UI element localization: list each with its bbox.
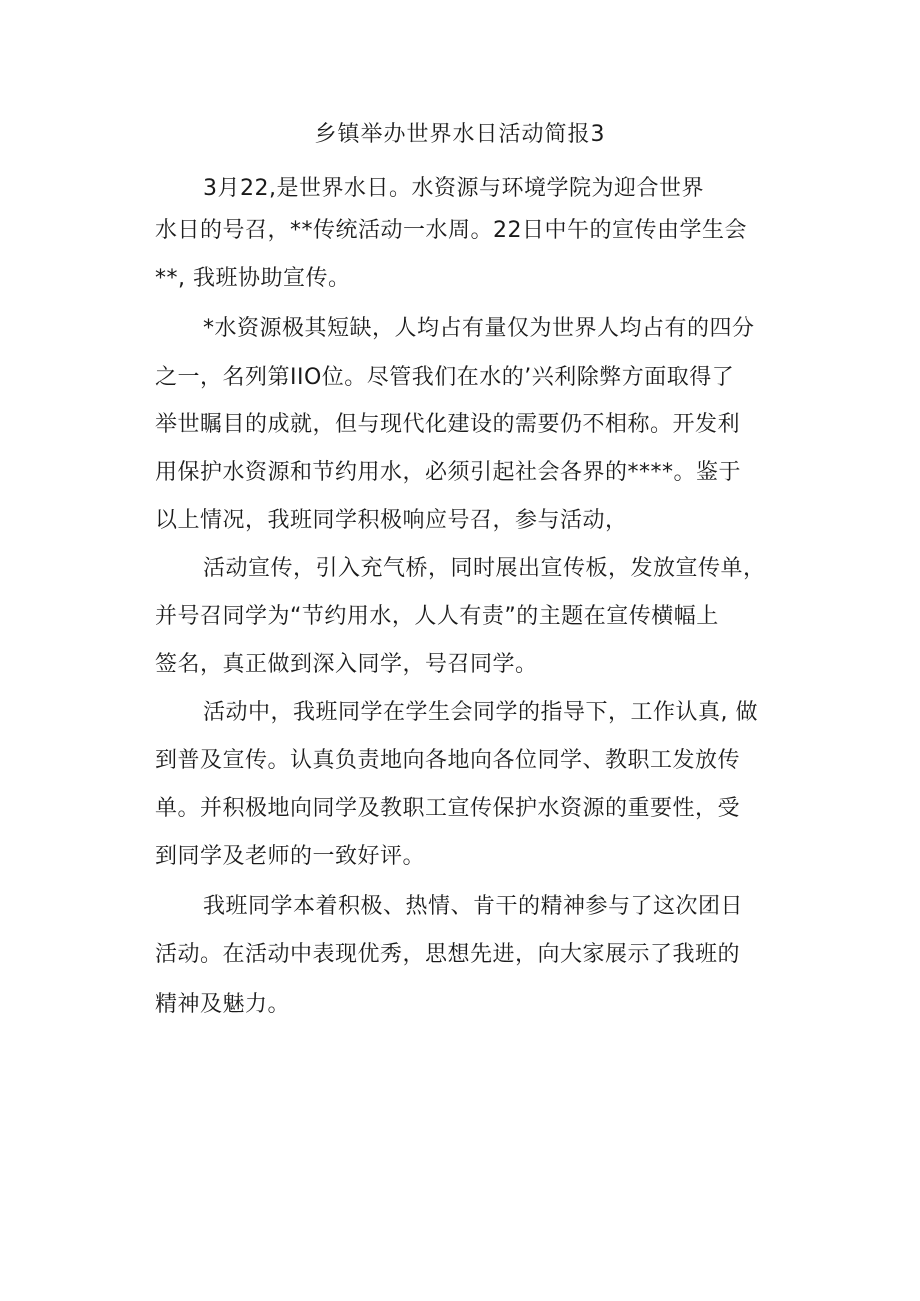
paragraph-1-line-1: 3月22,是世界水日。水资源与环境学院为迎合世界 (203, 176, 704, 201)
paragraph-2-line-3: 举世瞩目的成就，但与现代化建设的需要仍不相称。开发利 (155, 412, 741, 437)
paragraph-4-line-1: 活动中，我班同学在学生会同学的指导下，工作认真, 做 (203, 700, 758, 725)
paragraph-5-line-1: 我班同学本着积极、热情、肯干的精神参与了这次团日 (203, 894, 744, 919)
paragraph-5-line-3: 精神及魅力。 (155, 992, 291, 1017)
paragraph-3-line-3: 签名，真正做到深入同学，号召同学。 (155, 652, 538, 677)
paragraph-1-line-3: **, 我班协助宣传。 (155, 266, 351, 291)
paragraph-1-line-2: 水日的号召，**传统活动一水周。22日中午的宣传由学生会 (155, 218, 747, 243)
paragraph-5-line-2: 活动。在活动中表现优秀，思想先进，向大家展示了我班的 (155, 942, 741, 967)
paragraph-2-line-4: 用保护水资源和节约用水，必须引起社会各界的****。鉴于 (155, 460, 742, 485)
paragraph-4-line-4: 到同学及老师的一致好评。 (155, 844, 426, 869)
paragraph-2-line-1: *水资源极其短缺，人均占有量仅为世界人均占有的四分 (203, 316, 755, 341)
paragraph-3-line-1: 活动宣传，引入充气桥，同时展出宣传板，发放宣传单， (203, 556, 766, 581)
paragraph-2-line-5: 以上情况，我班同学积极响应号召，参与活动， (155, 508, 628, 533)
document-title: 乡镇举办世界水日活动简报3 (314, 122, 606, 147)
paragraph-3-line-2: 并号召同学为“节约用水，人人有责”的主题在宣传横幅上 (155, 604, 719, 629)
paragraph-4-line-2: 到普及宣传。认真负责地向各地向各位同学、教职工发放传 (155, 748, 741, 773)
paragraph-4-line-3: 单。并积极地向同学及教职工宣传保护水资源的重要性，受 (155, 796, 741, 821)
paragraph-2-line-2: 之一，名列第IIO位。尽管我们在水的’兴利除弊方面取得了 (155, 365, 735, 390)
